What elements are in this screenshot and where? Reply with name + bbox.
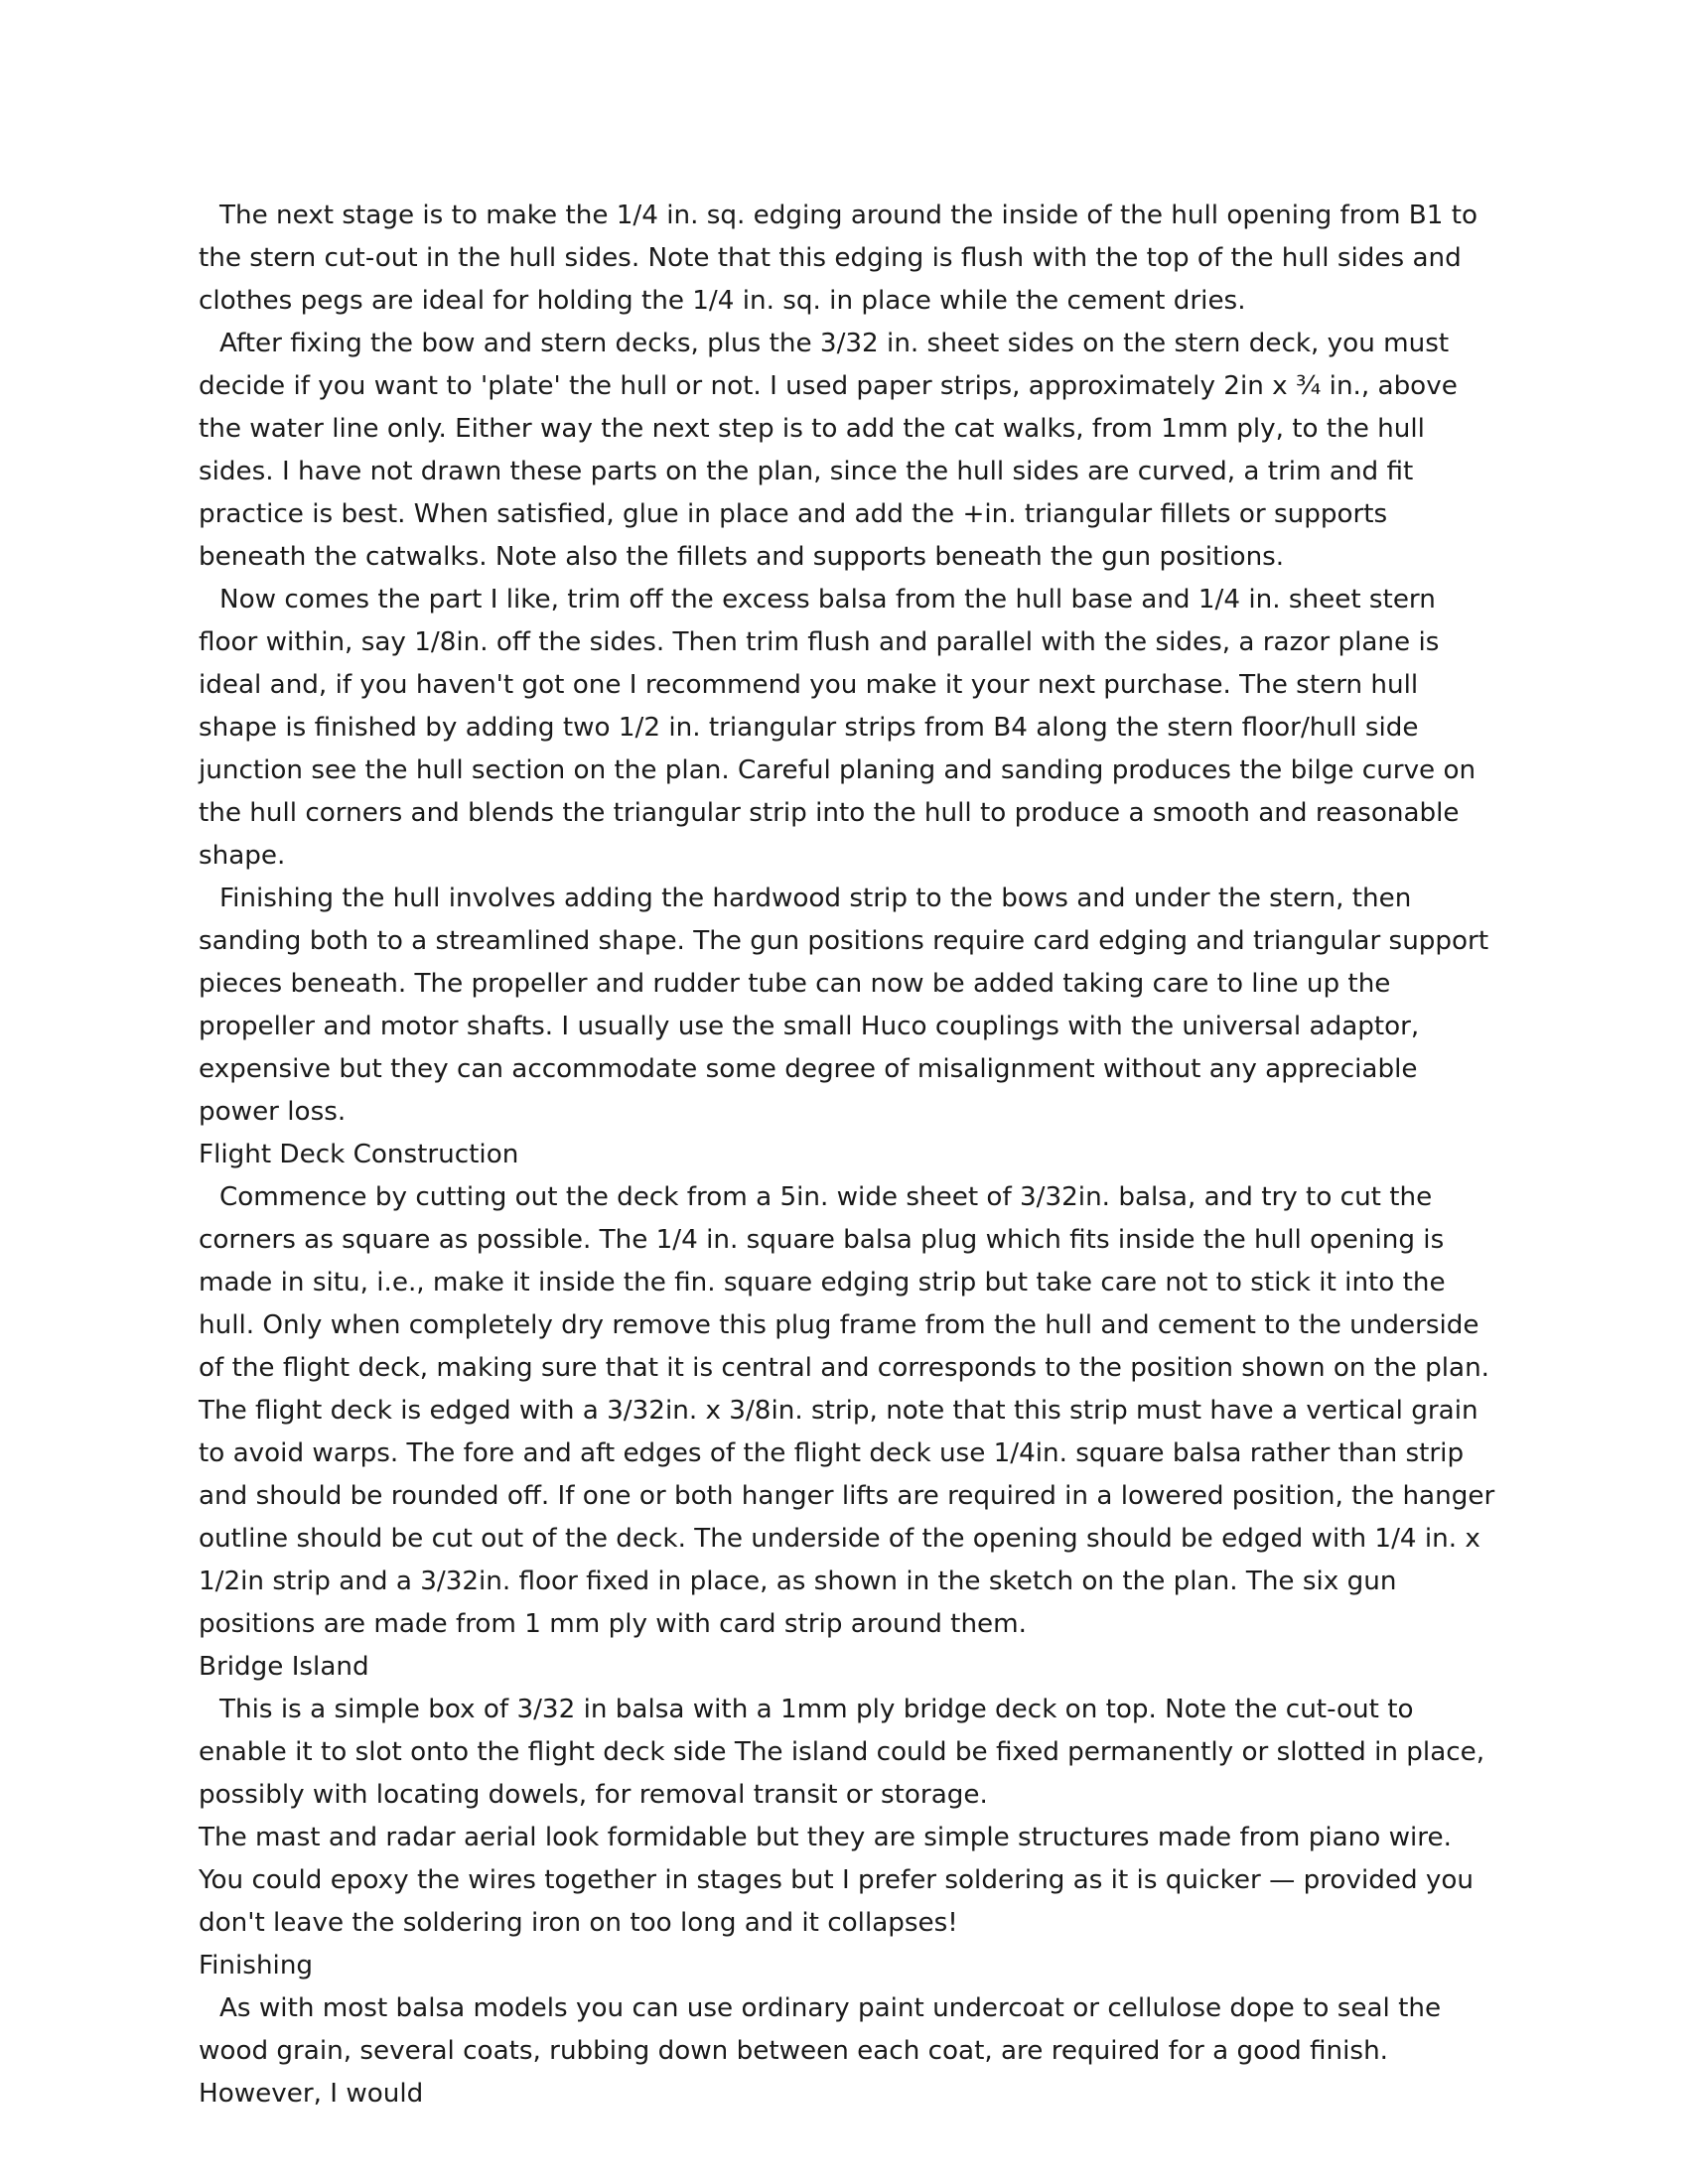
heading-flight-deck: Flight Deck Construction [199,1140,519,1169]
heading-bridge-island: Bridge Island [199,1652,369,1682]
heading-finishing: Finishing [199,1951,314,1980]
document-page [199,195,1499,2116]
paragraph-finishing-hull: Finishing the hull involves adding the hardwood strip to the bows and under the stern, then sanding both to a streamlined shape. The gun positions require card edging and triangular support pieces beneath. The propeller and rudder tube can now be added taking care to line up the propeller and motor shafts. I usually use the small Huco couplings with the universal adaptor, expensive but they can accommodate some degree of misalignment without any appreciable power loss. [199,884,1489,1127]
paragraph-hull-edging: The next stage is to make the 1/4 in. sq. edging around the inside of the hull opening from B1 to the stern cut-out in the hull sides. Note that this edging is flush with the top of the hull sides and clothes pegs are ideal for holding the 1/4 in. sq. in place while the cement dries. [199,201,1478,316]
paragraph-plating-catwalks: After fixing the bow and stern decks, plus the 3/32 in. sheet sides on the stern deck, you must decide if you want to 'plate' the hull or not. I used paper strips, approximately 2in x ¾ in., above the water line only. Either way the next step is to add the cat walks, from 1mm ply, to the hull sides. I have not drawn these parts on the plan, since the hull sides are curved, a trim and fit practice is best. When satisfied, glue in place and add the +in. triangular fillets or supports beneath the catwalks. Note also the fillets and supports beneath the gun positions. [199,329,1458,572]
paragraph-trimming-hull: Now comes the part I like, trim off the excess balsa from the hull base and 1/4 in. sheet stern floor within, say 1/8in. off the sides. Then trim flush and parallel with the sides, a razor plane is ideal and, if you haven't got one I recommend you make it your next purchase. The stern hull shape is finished by adding two 1/2 in. triangular strips from B4 along the stern floor/hull side junction see the hull section on the plan. Careful planing and sanding produces the bilge curve on the hull corners and blends the triangular strip into the hull to produce a smooth and reasonable shape. [199,585,1477,871]
paragraph-flight-deck: Commence by cutting out the deck from a 5in. wide sheet of 3/32in. balsa, and try to cut the corners as square as possible. The 1/4 in. square balsa plug which fits inside the hull opening is made in situ, i.e., make it inside the fin. square edging strip but take care not to stick it into the hull. Only when completely dry remove this plug frame from the hull and cement to the underside of the flight deck, making sure that it is central and corresponds to the position shown on the plan. The flight deck is edged with a 3/32in. x 3/8in. strip, note that this strip must have a vertical grain to avoid warps. The fore and aft edges of the flight deck use 1/4in. square balsa rather than strip and should be rounded off. If one or both hanger lifts are required in a lowered position, the hanger outline should be cut out of the deck. The underside of the opening should be edged with 1/4 in. x 1/2in strip and a 3/32in. floor fixed in place, as shown in the sketch on the plan. The six gun positions are made from 1 mm ply with card strip around them. [199,1182,1495,1639]
paragraph-bridge-island: This is a simple box of 3/32 in balsa with a 1mm ply bridge deck on top. Note the cut-out to enable it to slot onto the flight deck side The island could be fixed permanently or slotted in place, possibly with locating dowels, for removal transit or storage. [199,1695,1485,1810]
paragraph-mast-radar: The mast and radar aerial look formidable but they are simple structures made from piano wire. You could epoxy the wires together in stages but I prefer soldering as it is quicker — provided you don't leave the soldering iron on too long and it collapses! [199,1823,1475,1938]
paragraph-finishing: As with most balsa models you can use ordinary paint undercoat or cellulose dope to seal the wood grain, several coats, rubbing down between each coat, are required for a good finish. However, I would [199,1993,1442,2109]
